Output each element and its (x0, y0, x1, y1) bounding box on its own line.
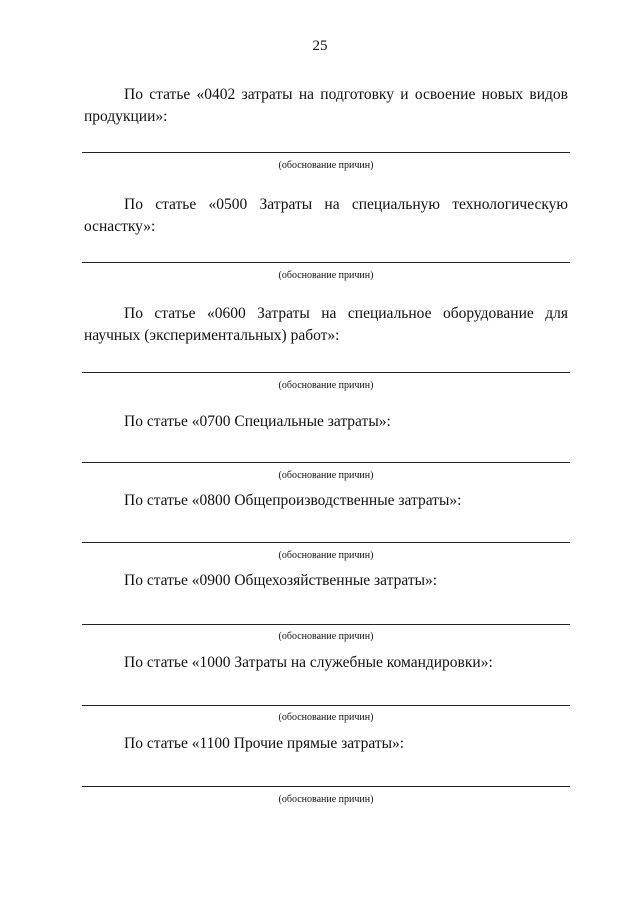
section-0800-fill-line (82, 542, 570, 543)
section-0500-fill-line (82, 262, 570, 263)
section-1100-fill-line (82, 786, 570, 787)
section-0402-fill-line (82, 152, 570, 153)
section-1000-caption: (обоснование причин) (278, 712, 374, 723)
section-0700-text: По статье «0700 Специальные затраты»: (124, 413, 391, 430)
section-0900-fill-line (82, 624, 570, 625)
section-0600-caption: (обоснование причин) (278, 380, 374, 391)
section-0600-text: По статье «0600 Затраты на специальное оборудование для научных (экспериментальных) работ»: (84, 305, 568, 344)
section-1100-caption: (обоснование причин) (278, 794, 374, 805)
section-1100-text: По статье «1100 Прочие прямые затраты»: (124, 735, 405, 752)
section-0500-caption: (обоснование причин) (278, 270, 374, 281)
section-0700-caption: (обоснование причин) (278, 470, 374, 481)
section-0800-caption: (обоснование причин) (278, 550, 374, 561)
section-1000-fill-line (82, 705, 570, 706)
section-1000-text: По статье «1000 Затраты на служебные командировки»: (124, 654, 493, 671)
section-0500-text: По статье «0500 Затраты на специальную технологическую оснастку»: (84, 196, 568, 235)
section-0900-text: По статье «0900 Общехозяйственные затраты»: (124, 572, 438, 589)
section-0402-text: По статье «0402 затраты на подготовку и освоение новых видов продукции»: (84, 86, 568, 125)
page-number: 25 (312, 38, 328, 54)
section-0900-caption: (обоснование причин) (278, 631, 374, 642)
section-0600-fill-line (82, 372, 570, 373)
section-0402-caption: (обоснование причин) (278, 160, 374, 171)
section-0800-text: По статье «0800 Общепроизводственные затраты»: (124, 492, 462, 509)
section-0700-fill-line (82, 462, 570, 463)
